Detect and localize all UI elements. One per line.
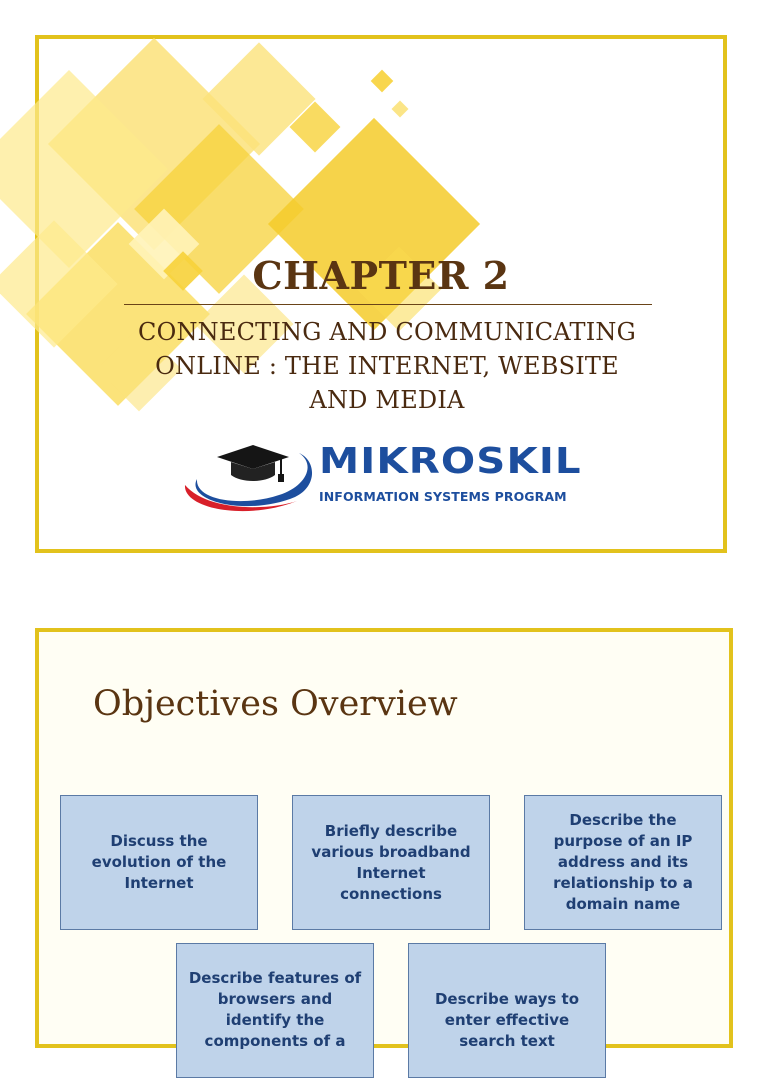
objective-text: Briefly describe various broadband Internet connections: [311, 821, 471, 903]
objective-box: [176, 943, 374, 1078]
logo-wordmark: MIKROSKIL: [319, 441, 582, 482]
graduation-cap-icon: [217, 445, 289, 482]
objective-box: [408, 943, 606, 1078]
title-divider: [124, 304, 652, 305]
logo-tagline: INFORMATION SYSTEMS PROGRAM: [319, 489, 567, 504]
objectives-title: Objectives Overview: [93, 684, 458, 724]
objective-box: [524, 795, 722, 930]
subtitle-line: ONLINE : THE INTERNET, WEBSITE: [155, 352, 619, 380]
mikroskil-logo-graphic: [177, 439, 327, 519]
objectives-slide: [35, 628, 733, 1048]
chapter-title: CHAPTER 2: [252, 253, 510, 298]
subtitle-line: AND MEDIA: [309, 386, 465, 414]
objective-text: Describe the purpose of an IP address and its relationship to a domain name: [553, 811, 693, 913]
mikroskil-logo: [177, 439, 597, 519]
objective-text: Discuss the evolution of the Internet: [91, 832, 227, 892]
subtitle-line: CONNECTING AND COMMUNICATING: [138, 318, 636, 346]
objective-text: Describe ways to enter effective search text: [434, 990, 580, 1050]
objective-box: [292, 795, 490, 930]
objective-box: [60, 795, 258, 930]
title-slide: [35, 35, 727, 553]
objective-text: Describe features of browsers and identify the components of a: [188, 969, 362, 1050]
chapter-subtitle: [119, 315, 655, 417]
